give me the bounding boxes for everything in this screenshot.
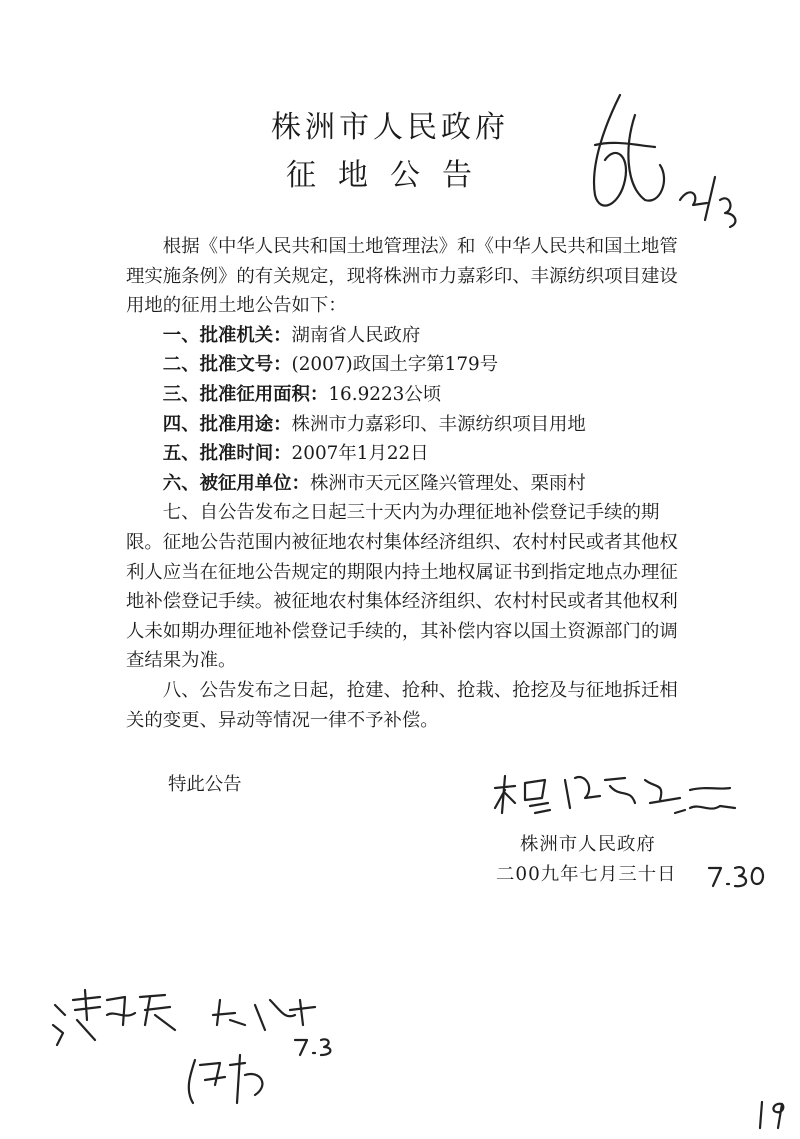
item-approval-authority bbox=[126, 321, 696, 351]
item-label: 四、批准用途： bbox=[162, 413, 292, 435]
document-subtitle: 征地公告 bbox=[286, 158, 494, 193]
item-label: 三、批准征用面积： bbox=[162, 383, 329, 405]
item-expropriated-units bbox=[126, 469, 696, 499]
handwritten-date-note bbox=[705, 862, 770, 890]
item-approved-area bbox=[126, 380, 696, 410]
item-label: 二、批准文号： bbox=[162, 354, 292, 376]
intro-paragraph: 根据《中华人民共和国土地管理法》和《中华人民共和国土地管理实施条例》的有关规定，现将株洲市力嘉彩印、丰源纺织项目建设用地的征用土地公告如下： bbox=[126, 236, 678, 317]
item-value: 湖南省人民政府 bbox=[291, 324, 421, 346]
item-value: (2007)政国土字第179号 bbox=[291, 354, 499, 376]
item-value: 株洲市天元区隆兴管理处、栗雨村 bbox=[309, 472, 586, 494]
item-value: 16.9223公顷 bbox=[328, 383, 442, 405]
closing-remark: 特此公告 bbox=[168, 774, 242, 795]
item-label: 六、被征用单位： bbox=[162, 472, 310, 494]
handwritten-signature-top bbox=[575, 85, 750, 235]
item-label: 五、批准时间： bbox=[162, 443, 292, 465]
item-value: 株洲市力嘉彩印、丰源纺织项目用地 bbox=[291, 413, 586, 435]
document-title: 株洲市人民政府 bbox=[271, 110, 509, 145]
paragraph-no-compensation: 八、公告发布之日起，抢建、抢种、抢栽、抢挖及与征地拆迁相关的变更、异动等情况一律不予补偿。 bbox=[126, 679, 678, 731]
handwritten-annotation-bottom bbox=[45, 985, 335, 1115]
item-value: 2007年1月22日 bbox=[291, 443, 429, 465]
document-body bbox=[126, 232, 696, 735]
item-approval-number bbox=[126, 350, 696, 380]
signature-organization: 株洲市人民政府 bbox=[520, 834, 656, 855]
signature-date: 二00九年七月三十日 bbox=[496, 864, 677, 885]
item-approval-date bbox=[126, 439, 696, 469]
handwritten-page-number bbox=[756, 1098, 790, 1132]
handwritten-annotation-approval bbox=[490, 768, 740, 828]
item-approved-use bbox=[126, 410, 696, 440]
item-label: 一、批准机关： bbox=[162, 324, 292, 346]
paragraph-registration-period: 七、自公告发布之日起三十天内为办理征地补偿登记手续的期限。征地公告范围内被征地农村集体经济组织、农村村民或者其他权利人应当在征地公告规定的期限内持土地权属证书到指定地点办理征地补偿登记手续。被征地农村集体经济组织、农村村民或者其他权利人未如期办理征地补偿登记手续的，其补偿内容以国土资源部门的调查结果为准。 bbox=[126, 502, 678, 672]
